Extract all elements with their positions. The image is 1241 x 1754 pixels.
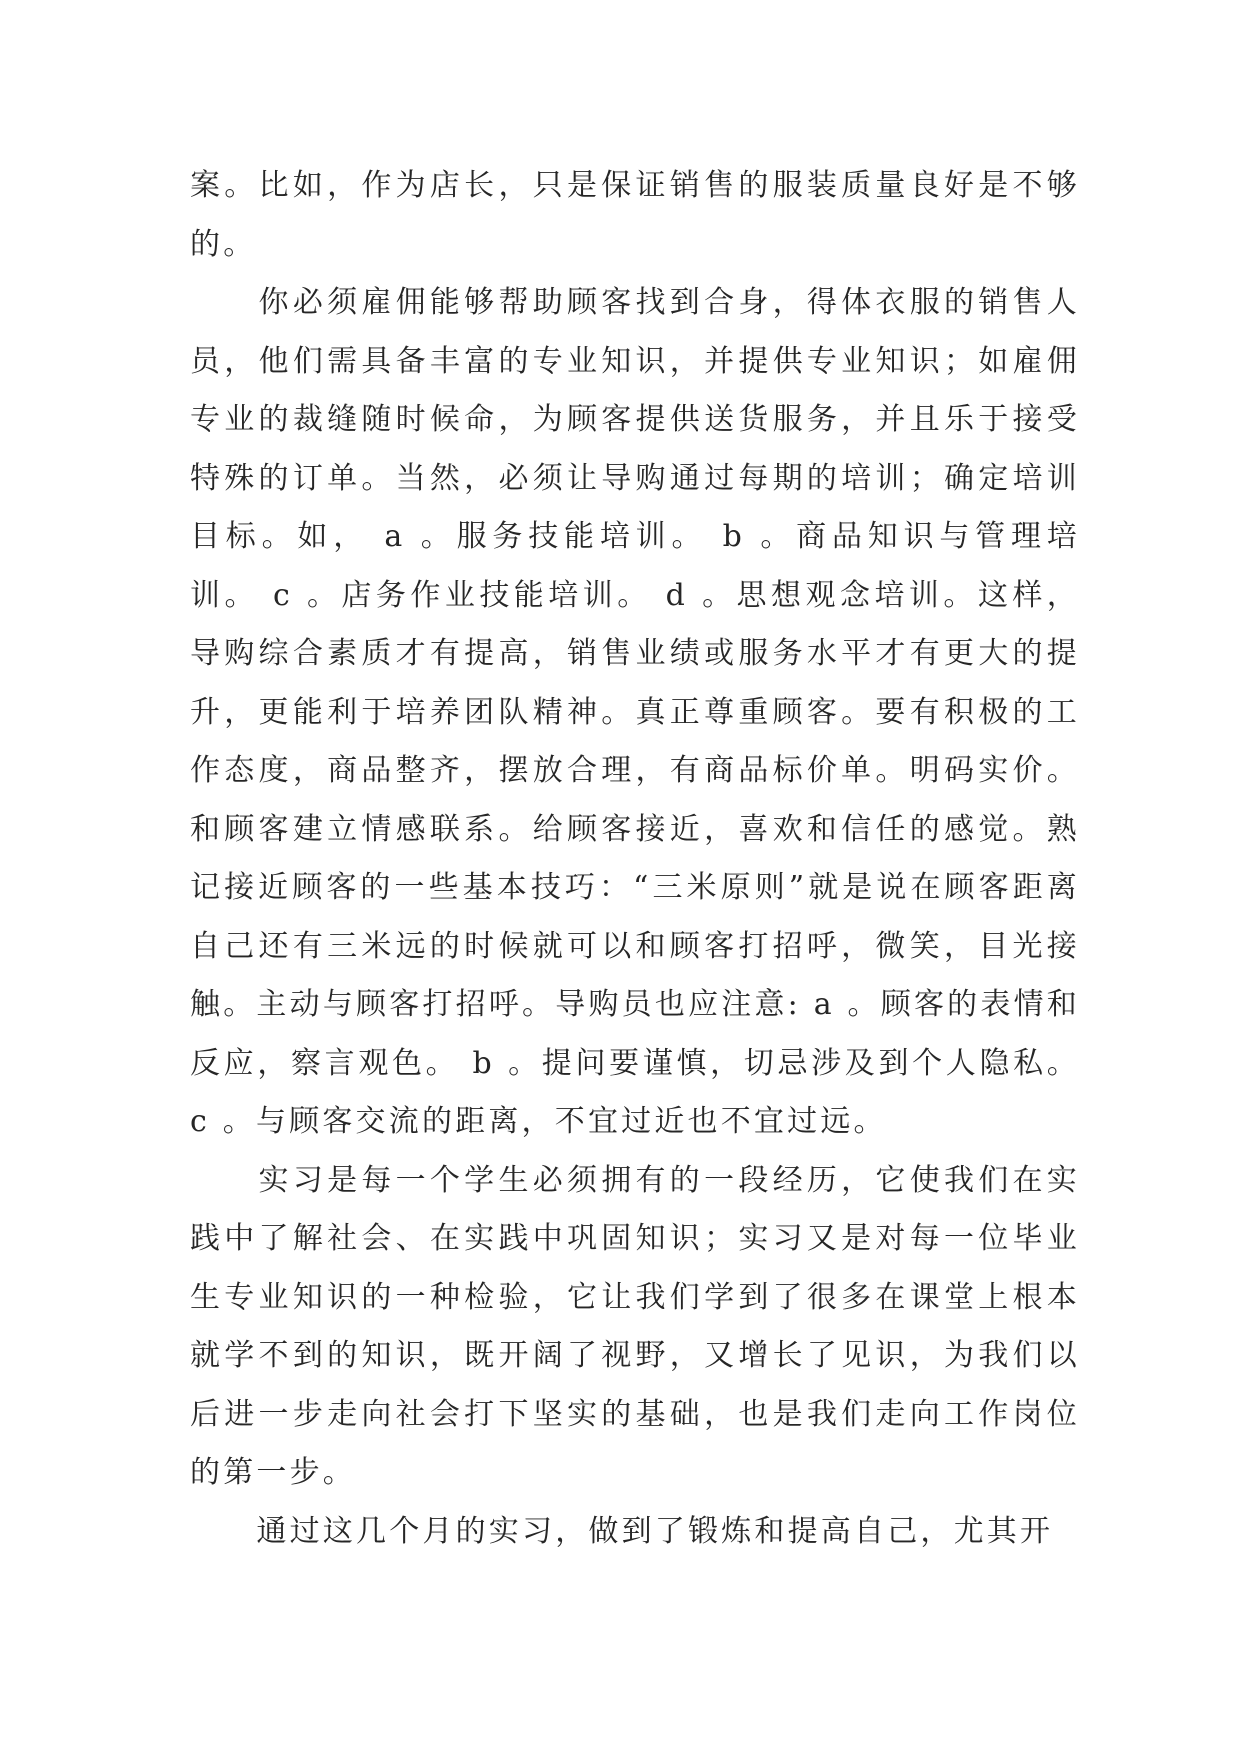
paragraph-3: 实习是每一个学生必须拥有的一段经历，它使我们在实践中了解社会、在实践中巩固知识；实习又是对每一位毕业生专业知识的一种检验，它让我们学到了很多在课堂上根本就学不到的知识，既开阔了视野，又增长了见识，为我们以后进一步走向社会打下坚实的基础，也是我们走向工作岗位的第一步。	[190, 1162, 1080, 1490]
body-text	[190, 157, 1093, 1561]
paragraph-4: 通过这几个月的实习，做到了锻炼和提高自己，尤其开	[190, 1513, 1054, 1549]
paragraph-2: 你必须雇佣能够帮助顾客找到合身，得体衣服的销售人员，他们需具备丰富的专业知识，并提供专业知识；如雇佣专业的裁缝随时候命，为顾客提供送货服务，并且乐于接受特殊的订单。当然，必须让导购通过每期的培训；确定培训目标。如， a 。服务技能培训。 b 。商品知识与管理培训。 c 。店务作业技能培训。 d 。思想观念培训。这样，导购综合素质才有提高，销售业绩或服务水平才有更大的提升，更能利于培养团队精神。真正尊重顾客。要有积极的工作态度，商品整齐，摆放合理，有商品标价单。明码实价。和顾客建立情感联系。给顾客接近，喜欢和信任的感觉。熟记接近顾客的一些基本技巧：“三米原则”就是说在顾客距离自己还有三米远的时候就可以和顾客打招呼，微笑，目光接触。主动与顾客打招呼。导购员也应注意: a 。顾客的表情和反应，察言观色。 b 。提问要谨慎，切忌涉及到个人隐私。 c 。与顾客交流的距离，不宜过近也不宜过远。	[190, 285, 1093, 1139]
paragraph-1: 案。比如，作为店长，只是保证销售的服装质量良好是不够的。	[190, 168, 1080, 262]
